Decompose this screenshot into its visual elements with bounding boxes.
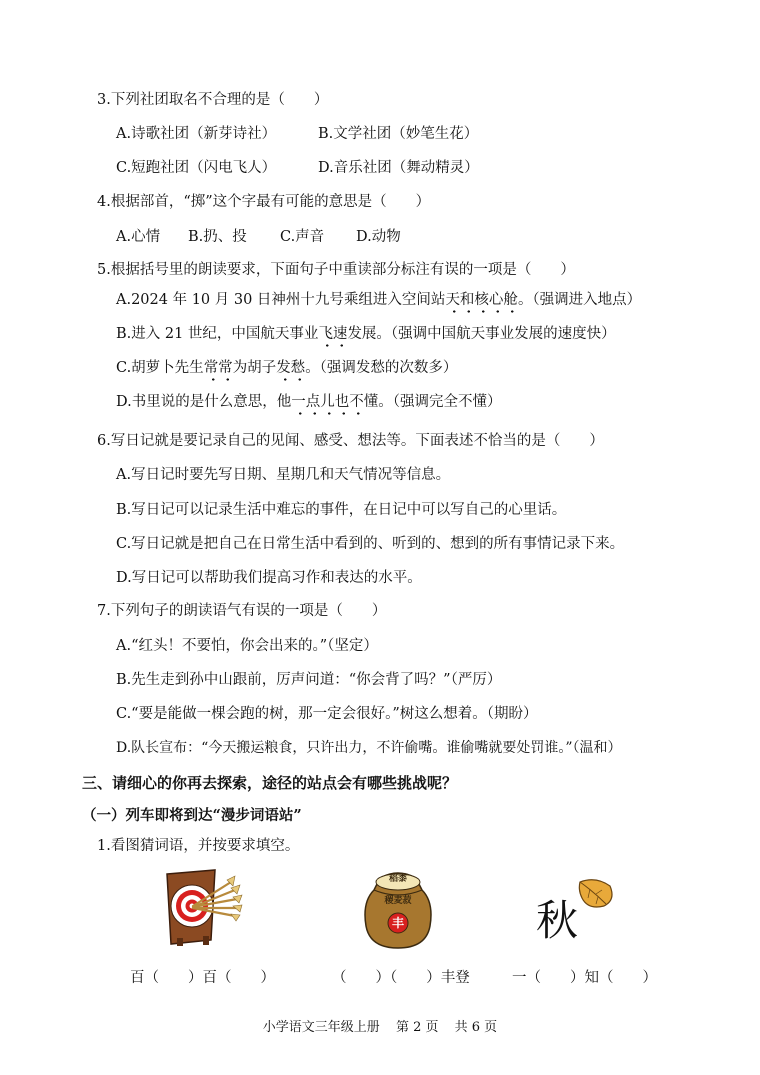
question-7-option-b: B.先生走到孙中山跟前，厉声问道：“你会背了吗？”（严厉） (116, 672, 502, 688)
sack-character: 丰 (391, 916, 404, 930)
question-5-stem: 5.根据括号里的朗读要求，下面句子中重读部分标注有误的一项是（ ） (97, 262, 575, 278)
question-5-option-c (116, 358, 457, 378)
question-3-option-d: D.音乐社团（舞动精灵） (318, 160, 479, 176)
word-blank-3: 一（ ）知（ ） (512, 970, 657, 986)
question-5-option-b (116, 324, 616, 344)
footer-page-number: 第 2 页 (395, 1020, 439, 1035)
section-3-question-1-stem: 1.看图猜词语，并按要求填空。 (97, 838, 300, 854)
leaf-icon (576, 876, 616, 910)
question-7-option-c: C.“要是能做一棵会跑的树，那一定会很好。”树这么想着。（期盼） (116, 706, 538, 722)
question-5-option-d (116, 392, 501, 412)
page-footer (0, 1016, 760, 1035)
question-4-option-c: C.声音 (280, 229, 325, 245)
option-a-text: A.2024 年 10 月 30 日神州十九号乘组进入空间站 (116, 292, 446, 308)
question-6-option-a: A.写日记时要先写日期、星期几和天气情况等信息。 (116, 467, 451, 483)
emphasis-mark: 天和核心舱 (445, 292, 518, 308)
option-d-text: D.书里说的是什么意思，他 (116, 394, 292, 410)
grain-sack-image (360, 868, 436, 950)
question-4-option-b: B.扔、投 (188, 229, 247, 245)
question-4-stem: 4.根据部首，“掷”这个字最有可能的意思是（ ） (97, 194, 431, 210)
question-4-option-d: D.动物 (356, 229, 401, 245)
emphasis-mark: 飞速 (318, 326, 348, 342)
option-c-text-mid: 为胡子 (232, 360, 277, 376)
option-b-text: B.进入 21 世纪，中国航天事业 (116, 326, 319, 342)
question-6-stem: 6.写日记就是要记录自己的见闻、感受、想法等。下面表述不恰当的是（ ） (97, 433, 604, 449)
option-d-note: 懂。（强调完全不懂） (363, 394, 502, 410)
target-arrows-icon (163, 866, 243, 948)
question-3-option-b: B.文学社团（妙笔生花） (318, 126, 479, 142)
question-7-stem: 7.下列句子的朗读语气有误的一项是（ ） (97, 603, 387, 619)
sack-label-middle: 稷麦菽 (384, 896, 412, 906)
footer-book-title: 小学语文三年级上册 (262, 1020, 380, 1035)
question-6-option-d: D.写日记可以帮助我们提高习作和表达的水平。 (116, 570, 422, 586)
question-7-option-a: A.“红头！不要怕，你会出来的。”（坚定） (116, 638, 378, 654)
option-c-text: C.胡萝卜先生 (116, 360, 204, 376)
word-blank-2: （ ）（ ）丰登 (332, 970, 470, 986)
word-blank-1: 百（ ）百（ ） (130, 970, 275, 986)
sack-label-top: 稻黍 (388, 874, 407, 884)
question-6-option-b: B.写日记可以记录生活中难忘的事件，在日记中可以写自己的心里话。 (116, 502, 567, 518)
emphasis-mark: 发愁 (276, 360, 306, 376)
footer-total-pages: 共 6 页 (454, 1020, 498, 1035)
emphasis-mark: 常常 (203, 360, 233, 376)
autumn-leaf-image (532, 872, 622, 952)
option-a-note: 。（强调进入地点） (517, 292, 642, 308)
question-4-option-a: A.心情 (116, 229, 161, 245)
option-b-note: 发展。（强调中国航天事业发展的速度快） (347, 326, 616, 342)
question-3-option-a: A.诗歌社团（新芽诗社） (116, 126, 277, 142)
section-3-part-1-title: （一）列车即将到达“漫步词语站” (82, 807, 302, 824)
emphasis-mark: 一点儿也不 (291, 394, 364, 410)
question-6-option-c: C.写日记就是把自己在日常生活中看到的、听到的、想到的所有事情记录下来。 (116, 536, 625, 552)
autumn-character: 秋 (536, 896, 579, 945)
option-c-note: 。（强调发愁的次数多） (305, 360, 458, 376)
section-3-title: 三、请细心的你再去探索，途径的站点会有哪些挑战呢？ (82, 774, 458, 792)
question-5-option-a (116, 290, 641, 310)
question-3-stem: 3.下列社团取名不合理的是（ ） (97, 92, 329, 108)
question-7-option-d: D.队长宣布：“今天搬运粮食，只许出力，不许偷嘴。谁偷嘴就要处罚谁。”（温和） (116, 740, 622, 756)
question-3-option-c: C.短跑社团（闪电飞人） (116, 160, 277, 176)
